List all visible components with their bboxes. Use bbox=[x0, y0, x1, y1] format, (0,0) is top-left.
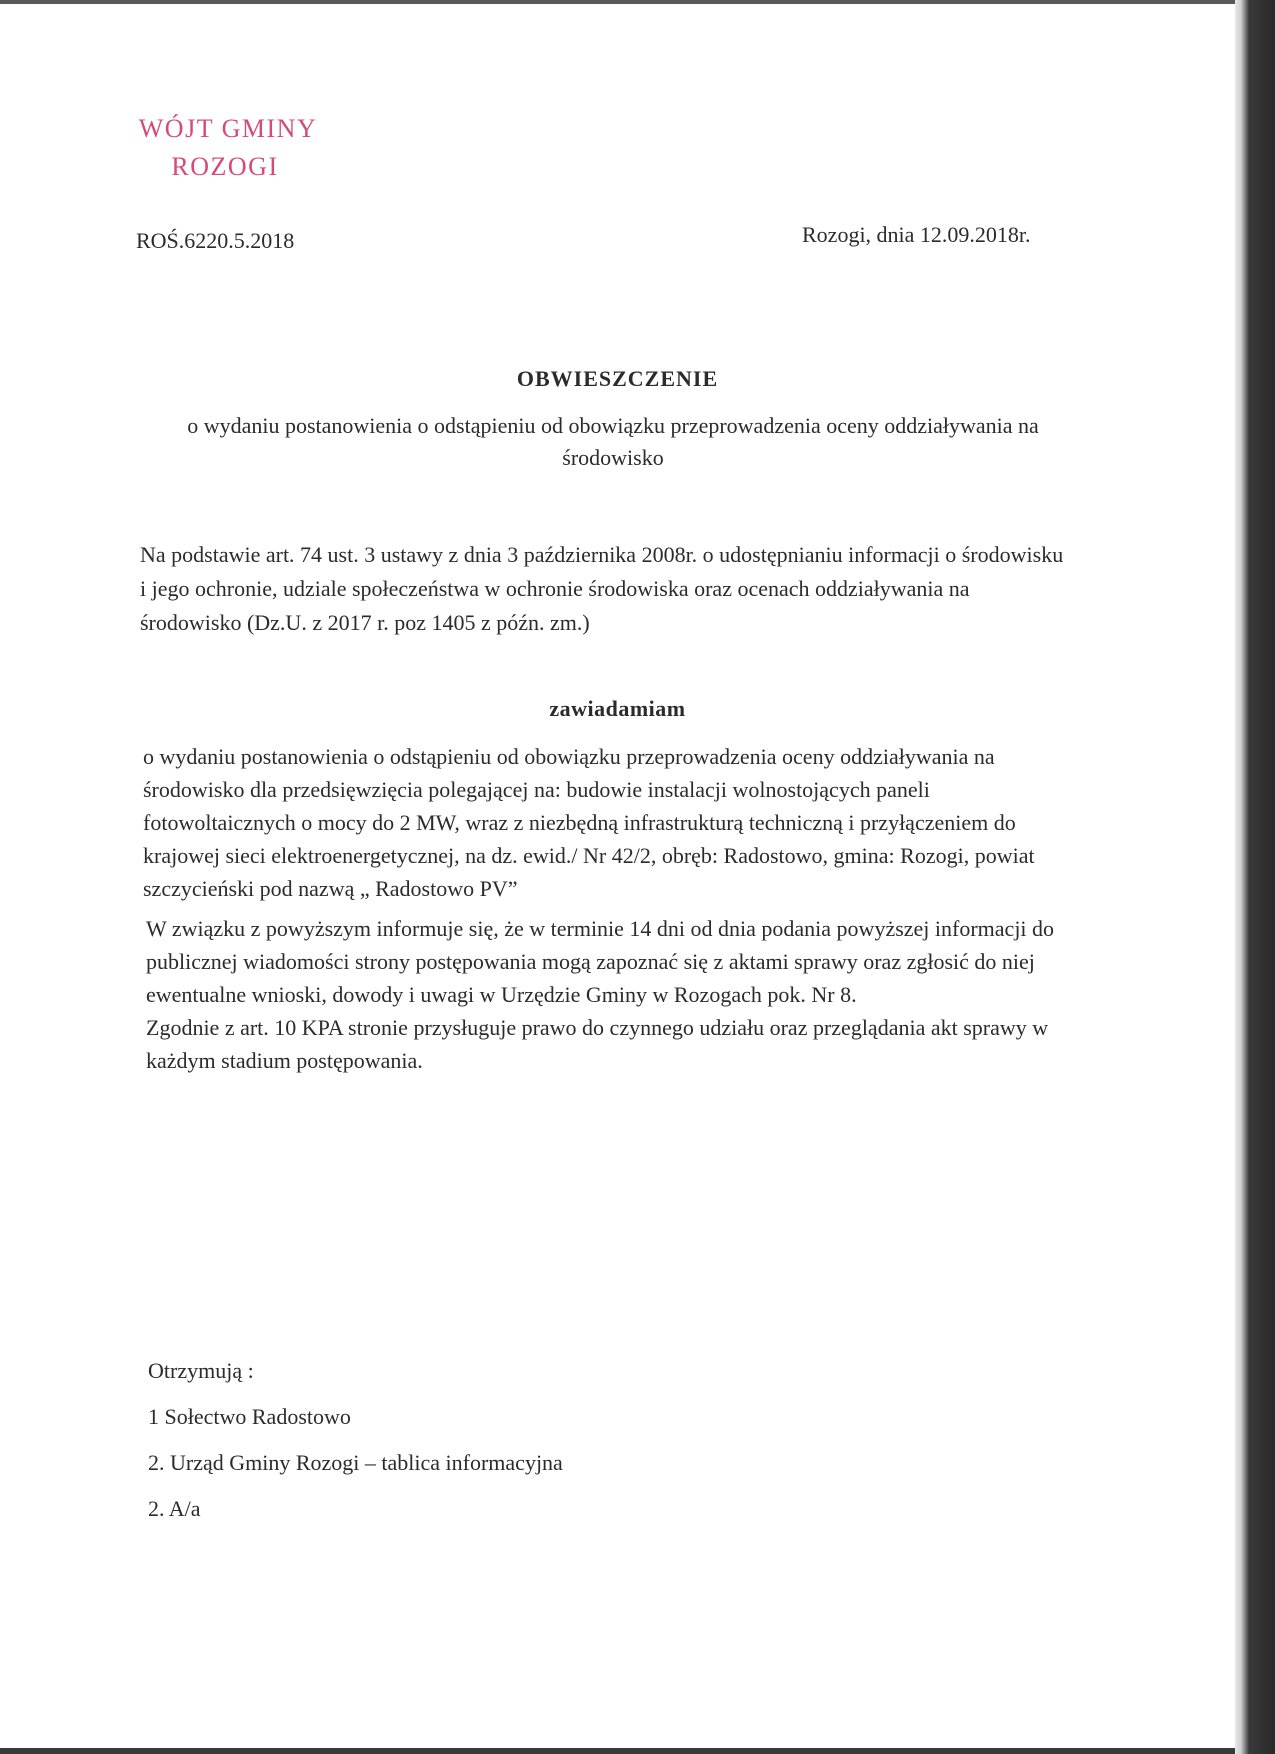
recipients-list bbox=[148, 1354, 563, 1538]
stamp-line-1: WÓJT GMINY bbox=[138, 114, 318, 143]
document-date: Rozogi, dnia 12.09.2018r. bbox=[802, 222, 1031, 247]
document-subtitle: o wydaniu postanowienia o odstąpieniu od obowiązku przeprowadzenia oceny oddziaływania na środowisko bbox=[187, 413, 1039, 470]
information-section bbox=[146, 912, 1076, 1077]
rights-paragraph: Zgodnie z art. 10 KPA stronie przysługuje prawo do czynnego udziału oraz przeglądania akt sprawy w każdym stadium postępowania. bbox=[146, 1015, 1049, 1073]
recipients-label: Otrzymują : bbox=[148, 1358, 254, 1383]
document-title: OBWIESZCZENIE bbox=[516, 366, 719, 391]
recipient-item: 1 Sołectwo Radostowo bbox=[148, 1404, 351, 1429]
notice-heading: zawiadamiam bbox=[549, 696, 686, 721]
office-stamp bbox=[118, 110, 338, 186]
information-paragraph: W związku z powyższym informuje się, że w terminie 14 dni od dnia podania powyższej informacji do publicznej wiadomości strony postępowania mogą zapoznać się z aktami sprawy oraz zgłosić do niej ewentualne wnioski, dowody i uwagi w Urzędzie Gminy w Rozogach pok. Nr 8. bbox=[146, 916, 1055, 1007]
scan-bottom-edge bbox=[0, 1748, 1235, 1754]
recipient-item: 2. Urząd Gminy Rozogi – tablica informacyjna bbox=[148, 1450, 563, 1475]
reference-number: ROŚ.6220.5.2018 bbox=[136, 228, 295, 253]
recipient-item: 2. A/a bbox=[148, 1496, 201, 1521]
scan-right-edge bbox=[1235, 0, 1275, 1754]
legal-basis-paragraph: Na podstawie art. 74 ust. 3 ustawy z dnia 3 października 2008r. o udostępnianiu informacji o środowisku i jego ochronie, udziale społeczeństwa w ochronie środowiska oraz ocenach oddziaływania na środowisko (Dz.U. z 2017 r. poz 1405 z późn. zm.) bbox=[140, 542, 1064, 635]
stamp-line-2: ROZOGI bbox=[171, 152, 279, 181]
decision-paragraph: o wydaniu postanowienia o odstąpieniu od obowiązku przeprowadzenia oceny oddziaływania na środowisko dla przedsięwzięcia polegającej na: budowie instalacji wolnostojących paneli fotowoltaicznych o mocy do 2 MW, wraz z niezbędną infrastrukturą techniczną i przyłączeniem do krajowej sieci elektroenergetycznej, na dz. ewid./ Nr 42/2, obręb: Radostowo, gmina: Rozogi, powiat szczycieński pod nazwą „ Radostowo PV” bbox=[143, 744, 1035, 901]
scan-top-edge bbox=[0, 0, 1235, 4]
